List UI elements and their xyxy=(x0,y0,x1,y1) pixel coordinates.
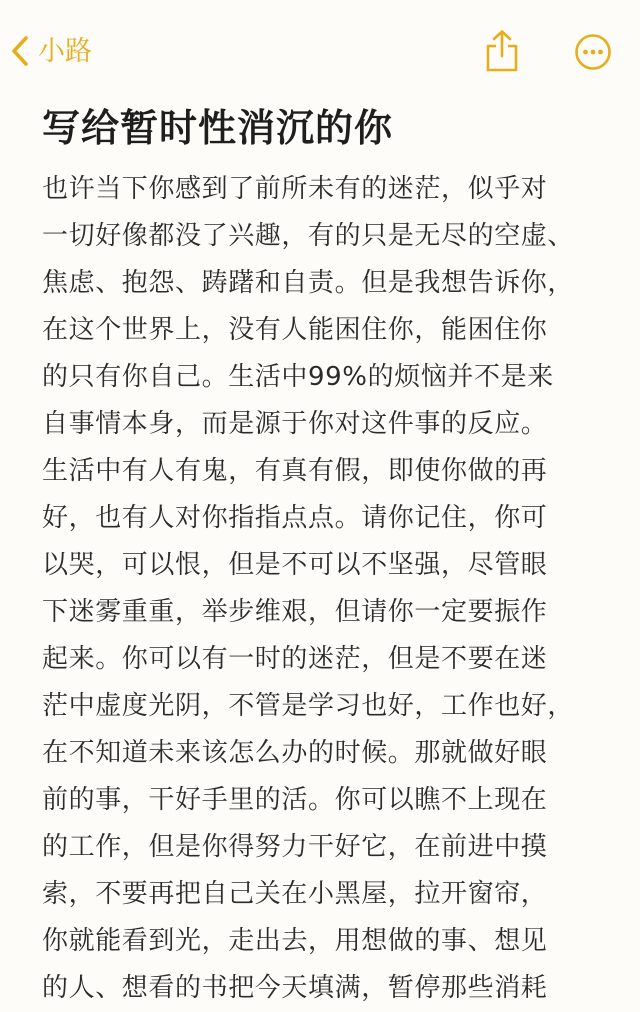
note-body-line: 下迷雾重重，举步维艰，但请你一定要振作 xyxy=(42,597,548,627)
ellipsis-circle-icon xyxy=(574,56,612,75)
note-body-line: 生活中有人有鬼，有真有假，即使你做的再 xyxy=(42,456,548,486)
note-body-line: 起来。你可以有一时的迷茫，但是不要在迷 xyxy=(42,644,548,674)
note-body-line: 的只有你自己。生活中99%的烦恼并不是来 xyxy=(42,362,554,392)
back-label: 小路 xyxy=(38,35,92,67)
share-icon xyxy=(482,59,522,78)
note-body-line: 也许当下你感到了前所未有的迷茫，似乎对 xyxy=(42,174,548,204)
note-body-line: 一切好像都没了兴趣，有的只是无尽的空虚、 xyxy=(42,221,575,251)
note-body-line: 自事情本身，而是源于你对这件事的反应。 xyxy=(42,409,548,439)
note-body-line: 在这个世界上，没有人能困住你，能困住你 xyxy=(42,315,548,345)
share-button[interactable] xyxy=(482,28,522,74)
chevron-left-icon xyxy=(10,35,30,67)
note-body-line: 以哭，可以恨，但是不可以不坚强，尽管眼 xyxy=(42,550,548,580)
navigation-bar xyxy=(0,0,640,100)
note-title[interactable]: 写给暂时性消沉的你 xyxy=(42,106,394,150)
note-body-line: 茫中虚度光阴，不管是学习也好，工作也好， xyxy=(42,691,575,721)
note-body-line: 在不知道未来该怎么办的时候。那就做好眼 xyxy=(42,738,548,768)
note-body[interactable] xyxy=(42,166,602,1012)
note-body-line: 索，不要再把自己关在小黑屋，拉开窗帘， xyxy=(42,879,548,909)
note-body-line: 的人、想看的书把今天填满，暂停那些消耗 xyxy=(42,973,548,1003)
note-body-line: 好，也有人对你指指点点。请你记住，你可 xyxy=(42,503,548,533)
note-body-line: 前的事，干好手里的活。你可以瞧不上现在 xyxy=(42,785,548,815)
note-body-line: 的工作，但是你得努力干好它，在前进中摸 xyxy=(42,832,548,862)
more-options-button[interactable] xyxy=(574,33,612,71)
note-body-line: 焦虑、抱怨、踌躇和自责。但是我想告诉你， xyxy=(42,268,575,298)
back-button[interactable] xyxy=(10,28,92,74)
note-body-line: 你就能看到光，走出去，用想做的事、想见 xyxy=(42,926,548,956)
